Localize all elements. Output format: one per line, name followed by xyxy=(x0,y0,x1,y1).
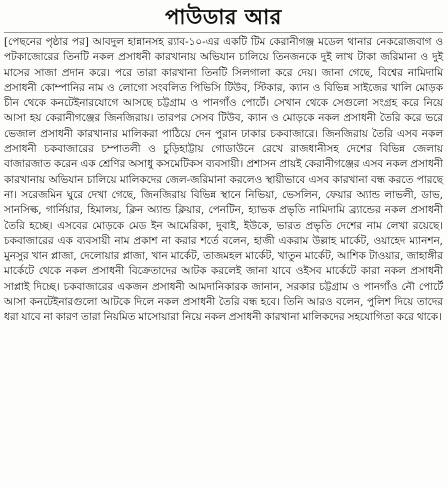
article-body xyxy=(4,35,443,326)
headline-divider xyxy=(4,32,443,33)
continued-marker: [পেছনের পৃষ্ঠার পর] xyxy=(4,36,89,48)
headline: পাউডার আর xyxy=(165,4,282,29)
article-text: আবদুল হান্নানসহ র‍্যাব-১০-এর একটি টিম কেরানীগঞ্জ মডেল থানার নেকরোজবাগ ও পটকাজোরের তিনটি নকল প্রসাধনী কারখানায় অভিযান চালিয়ে তিনজনকে দুই লাখ টাকা জরিমানা ও দুই মাসের সাজা প্রদান করে। পরে তারা কারখানা তিনটি সিলগালা করে দেয়। জানা গেছে, বিশ্বের নামিদামি প্রসাধনী কোম্পানির নাম ও লোগো সংবলিত পিভিসি টিউব, স্টিকার, ক্যান ও বিভিন্ন সাইজের খালি মোড়ক চীন থেকে কনটেইনারযোগে আসছে চট্টগ্রাম ও পানগাঁও পোর্টে। সেখান থেকে সেগুলো সংগ্রহ করে নিয়ে আসা হয় কেরানীগঞ্জের জিনজিরায়। তারপর সেসব টিউব, ক্যান ও মোড়কে নকল প্রসাধনী তৈরি করে ভরে ভেজাল প্রসাধনী কারখানার মালিকরা পাঠিয়ে দেন পুরান ঢাকার চকবাজারে। জিনজিরায় তৈরি এসব নকল প্রসাধনী চকবাজারের চম্পাতলী ও চুড়িহাট্টায় গোডাউনে রেখে রাজধানীসহ দেশের বিভিন্ন জেলায় বাজারজাত করেন এক শ্রেণির অসাধু কসমেটিকস ব্যবসায়ী। প্রশাসন প্রায়ই কেরানীগঞ্জের এসব নকল প্রসাধনী কারখানায় অভিযান চালিয়ে মালিকদের জেল-জরিমানা করলেও স্থায়ীভাবে এসব কারখানা বন্ধ করতে পারছে না। সরেজমিন ঘুরে দেখা গেছে, জিনজিরায় বিভিন্ন স্থানে নিভিয়া, ভেসলিন, ফেয়ার অ্যান্ড লাভলী, ডাভ, সানসিল্ক, গার্নিয়ার, হিমালয়, ক্লিন অ্যান্ড ক্লিয়ার, পেনটিন, হ্যাভক প্রভৃতি নামিদামি ব্র্যান্ডের নকল প্রসাধনী তৈরি হচ্ছে। এসবের মোড়কে মেড ইন আমেরিকা, দুবাই, ইউকে, ভারত প্রভৃতি দেশের নাম লেখা রয়েছে। চকবাজারের এক ব্যবসায়ী নাম প্রকাশ না করার শর্তে বলেন, হাজী একরাম উল্লাহ মার্কেট, ওয়াহেদ ম্যানশন, মুনসুর খান প্লাজা, দেলোয়ার প্লাজা, খান মার্কেট, তাজমহল মার্কেট, খাতুন মার্কেট, আশিক টাওয়ার, জাহাঙ্গীর মার্কেটে থেকে নকল প্রসাধনী বিক্রেতাদের আটক করলেই জানা যাবে ওইসব মার্কেটে কারা নকল প্রসাধনী সাপ্লাই দিচ্ছে। চকবাজারের একজন প্রসাধনী আমদানিকারক জানান, সরকার চট্টগ্রাম ও পানগাঁও নৌ পোর্টে আসা কনটেইনারগুলো আটকে দিলে নকল প্রসাধনী তৈরি বন্ধ হবে। তিনি আরও বলেন, পুলিশ দিয়ে তাদের ধরা যাবে না কারণ তারা নিয়মিত মাসোয়ারা নিয়ে নকল প্রসাধনী কারখানা মালিকদের সহযোগিতা করে থাকে। xyxy=(4,36,443,324)
